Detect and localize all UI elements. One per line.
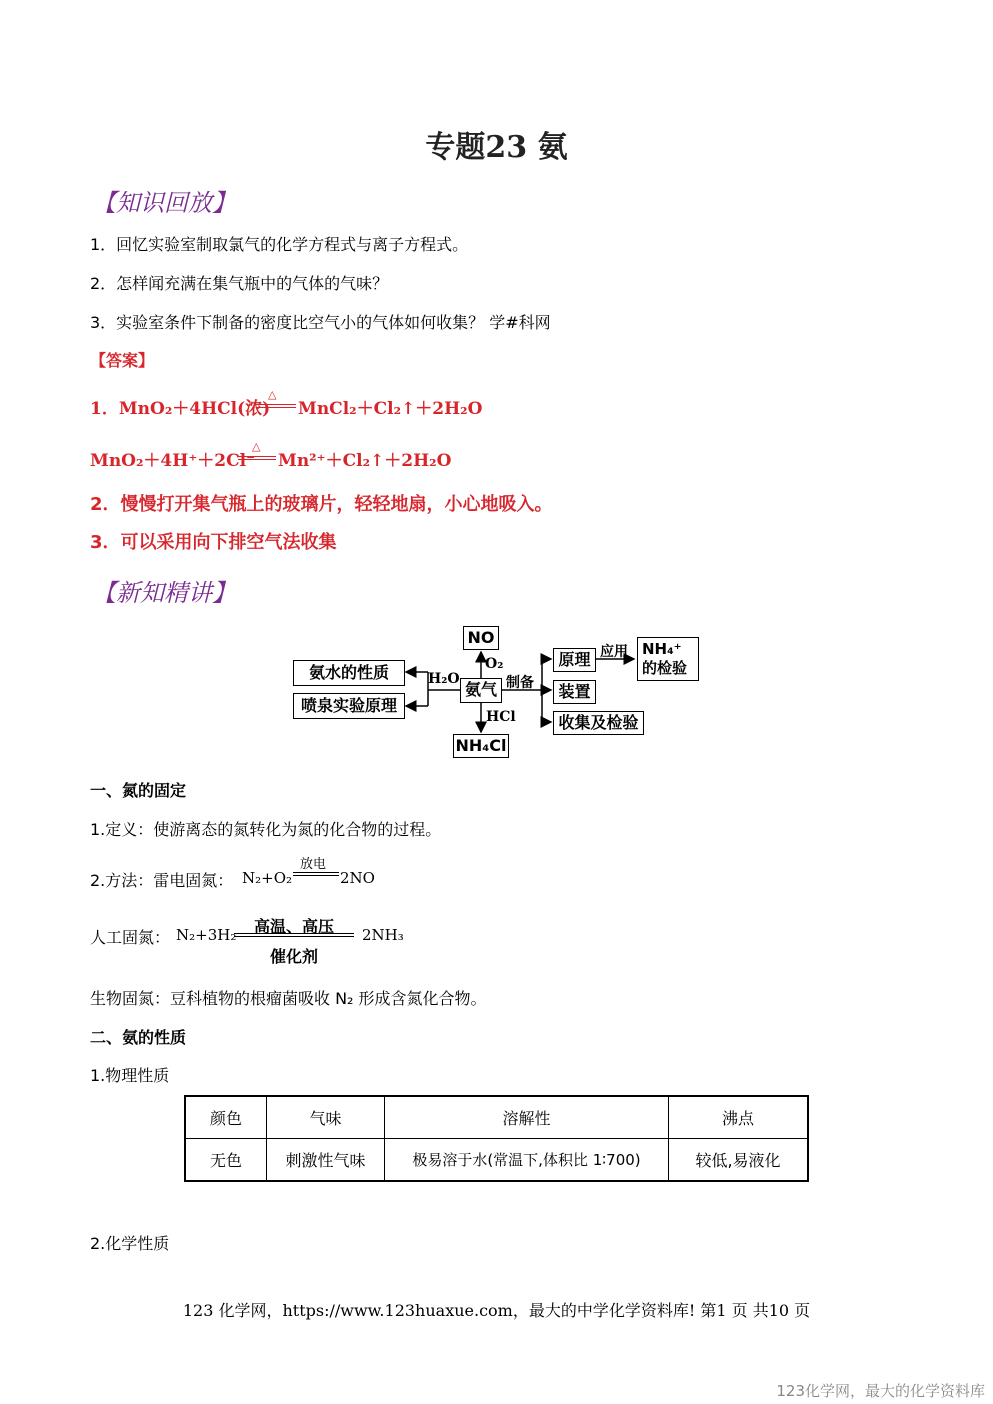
diagram-box-nh4cl: NH₄Cl	[453, 734, 509, 758]
physical-properties-table	[184, 1095, 809, 1182]
table-cell: 较低,易液化	[669, 1139, 809, 1182]
answer-1-reactants: 1．MnO₂＋4HCl(浓)	[90, 399, 271, 419]
diagram-box-apparatus: 装置	[553, 680, 596, 704]
lightning-products: 2NO	[340, 869, 375, 887]
heat-symbol: △	[252, 440, 261, 453]
diagram-box-ammonia-water: 氨水的性质	[293, 660, 405, 686]
answer-1-products: MnCl₂＋Cl₂↑＋2H₂O	[298, 399, 483, 419]
table-cell: 无色	[185, 1139, 267, 1182]
diagram-label-o2: O₂	[485, 656, 504, 672]
table-header-cell: 颜色	[185, 1096, 267, 1139]
section-heading-review: 【知识回放】	[92, 189, 236, 217]
watermark: 123化学网，最大的化学资料库	[776, 1382, 985, 1400]
table-row	[185, 1139, 808, 1182]
answer-3: 3．可以采用向下排空气法收集	[90, 532, 337, 553]
artificial-reactants: N₂+3H₂	[176, 926, 237, 944]
artificial-products: 2NH₃	[362, 926, 404, 944]
question-2: 2．怎样闻充满在集气瓶中的气体的气味？	[90, 274, 389, 293]
chemical-properties-label: 2.化学性质	[90, 1234, 170, 1253]
diagram-box-principle: 原理	[553, 648, 596, 672]
definition-text: 1.定义：使游离态的氮转化为氮的化合物的过程。	[90, 820, 442, 839]
lightning-reactants: N₂+O₂	[242, 869, 293, 887]
question-1: 1．回忆实验室制取氯气的化学方程式与离子方程式。	[90, 235, 469, 254]
artificial-condition-top: 高温、高压	[254, 917, 335, 936]
diagram-label-hcl: HCl	[486, 709, 516, 725]
table-cell: 极易溶于水(常温下,体积比 1∶700)	[385, 1139, 669, 1182]
heading-ammonia-properties: 二、氨的性质	[90, 1028, 187, 1047]
diagram-box-no: NO	[463, 626, 499, 650]
table-cell: 刺激性气味	[267, 1139, 385, 1182]
diagram-label-apply: 应用	[600, 644, 628, 660]
artificial-prefix: 人工固氮：	[90, 928, 171, 947]
diagram-box-ammonia: 氨气	[460, 678, 502, 703]
table-header-cell: 溶解性	[385, 1096, 669, 1139]
diagram-box-fountain: 喷泉实验原理	[293, 693, 405, 719]
page-footer: 123 化学网，https://www.123huaxue.com，最大的中学化学资料库! 第1 页 共10 页	[182, 1301, 811, 1320]
answer-label: 【答案】	[90, 351, 155, 370]
question-3: 3．实验室条件下制备的密度比空气小的气体如何收集？ 学#科网	[90, 313, 551, 332]
diagram-label-preparation: 制备	[506, 675, 534, 691]
diagram-box-collection: 收集及检验	[553, 711, 644, 735]
page-title: 专题23 氨	[425, 130, 568, 165]
table-header-cell: 气味	[267, 1096, 385, 1139]
answer-1-ionic-reactants: MnO₂＋4H⁺＋2Cl⁻	[90, 451, 256, 471]
diagram-label-h2o: H₂O	[428, 671, 460, 687]
biological-fixation: 生物固氮：豆科植物的根瘤菌吸收 N₂ 形成含氮化合物。	[90, 989, 487, 1008]
section-heading-new-knowledge: 【新知精讲】	[92, 579, 236, 607]
artificial-condition-bottom: 催化剂	[270, 947, 319, 966]
table-header-row	[185, 1096, 808, 1139]
answer-2: 2．慢慢打开集气瓶上的玻璃片，轻轻地扇，小心地吸入。	[90, 494, 553, 515]
diagram-box-nh4-test: NH₄⁺的检验	[637, 637, 699, 681]
physical-properties-label: 1.物理性质	[90, 1066, 170, 1085]
equation-arrow	[293, 872, 339, 876]
table-header-cell: 沸点	[669, 1096, 809, 1139]
lightning-condition: 放电	[300, 857, 327, 872]
answer-1-ionic-products: Mn²⁺＋Cl₂↑＋2H₂O	[278, 451, 452, 471]
heading-nitrogen-fixation: 一、氮的固定	[90, 781, 187, 800]
method-prefix: 2.方法：雷电固氮：	[90, 871, 234, 890]
reversible-arrow	[234, 933, 354, 937]
heat-symbol: △	[268, 388, 277, 401]
